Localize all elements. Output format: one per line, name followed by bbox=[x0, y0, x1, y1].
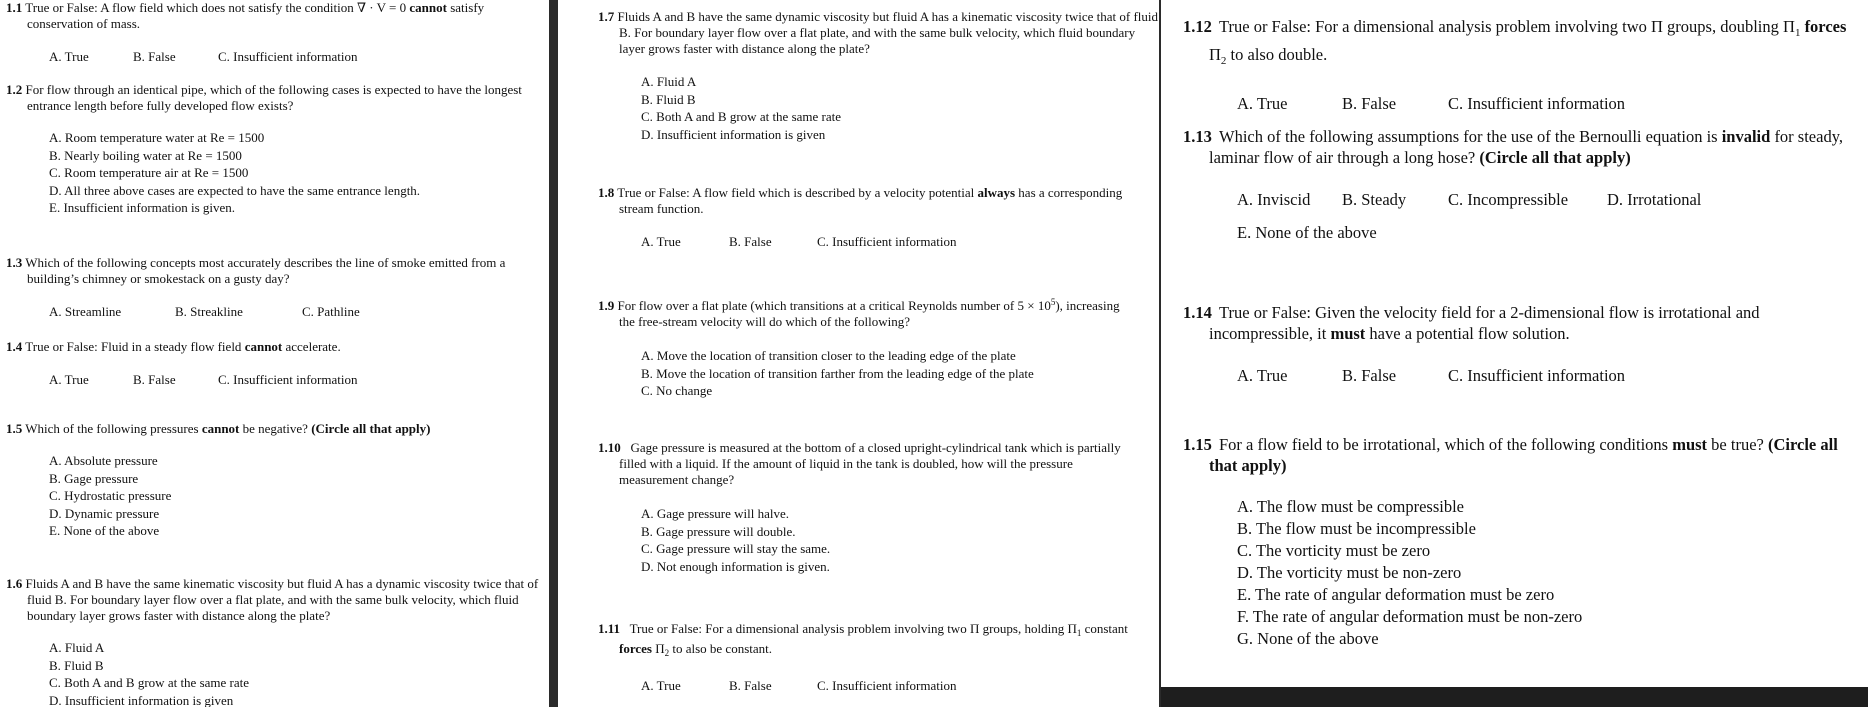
option[interactable]: A. Room temperature water at Re = 1500 bbox=[49, 130, 265, 145]
option[interactable]: D. Dynamic pressure bbox=[49, 505, 160, 521]
option[interactable]: B. Gage pressure will double. bbox=[641, 523, 796, 539]
option[interactable]: D. Insufficient information is given bbox=[641, 126, 826, 142]
question-1-1: 1.1 True or False: A flow field which does not satisfy the condition ∇ · V = 0 cannot satisfy conservation of mass. A. True B. False C. Insufficient information bbox=[6, 0, 485, 64]
option[interactable]: C. Insufficient information bbox=[817, 678, 957, 693]
option[interactable]: C. Both A and B grow at the same rate bbox=[641, 109, 842, 124]
option[interactable]: E. Insufficient information is given. bbox=[49, 200, 236, 215]
option[interactable]: A. Inviscid bbox=[1237, 190, 1311, 209]
question-1-6: 1.6 Fluids A and B have the same kinematic viscosity but fluid A has a dynamic viscosity twice that of fluid B. For boundary layer flow over a flat plate, and with the same bulk velocity, which fluid boundary layer grows faster with distance along the plate? A. Fluid A B. Fluid B C. Both A and B grow at the same rate D. Insufficient information is given bbox=[6, 576, 549, 707]
option[interactable]: B. False bbox=[133, 372, 176, 387]
question-1-3: 1.3 Which of the following concepts most accurately describes the line of smoke emitted from a building’s chimney or smokestack on a gusty day? A. Streamline B. Streakline C. Pathline bbox=[6, 255, 506, 319]
question-1-2: 1.2 For flow through an identical pipe, which of the following cases is expected to have the longest entrance length before fully developed flow exists? A. Room temperature water at Re = 1500 B. Nearly boiling water at Re = 1500 C. Room temperature air at Re = 1500 D. All three above cases are expected to have the same entrance length. E. Insufficient information is given. bbox=[6, 82, 536, 217]
option[interactable]: A. Move the location of transition closer to the leading edge of the plate bbox=[641, 348, 1016, 363]
option[interactable]: A. True bbox=[49, 372, 89, 387]
option[interactable]: E. The rate of angular deformation must be zero bbox=[1237, 585, 1555, 604]
question-1-12: 1.12 True or False: For a dimensional analysis problem involving two Π groups, doubling $\Pi_1$ forces $\Pi_2$ to also double. A. True B. False C. Insufficient information bbox=[1183, 17, 1847, 113]
option[interactable]: C. Insufficient information bbox=[817, 234, 957, 249]
option[interactable]: D. The vorticity must be non-zero bbox=[1237, 563, 1462, 582]
option[interactable]: G. None of the above bbox=[1237, 629, 1379, 648]
option[interactable]: A. True bbox=[641, 234, 681, 249]
question-1-10: 1.10 Gage pressure is measured at the bottom of a closed upright-cylindrical tank which is partially filled with a liquid. If the amount of liquid in the tank is doubled, how will the pressure measurement change? A. Gage pressure will halve. B. Gage pressure will double. C. Gage pressure will stay the same. D. Not enough information is given. bbox=[598, 440, 1123, 575]
option[interactable]: D. Irrotational bbox=[1607, 190, 1702, 209]
question-1-7: 1.7 Fluids A and B have the same dynamic viscosity but fluid A has a kinematic viscosity twice that of fluid B. For boundary layer flow over a flat plate, and with the same bulk velocity, which fluid boundary layer grows faster with distance along the plate? A. Fluid A B. Fluid B C. Both A and B grow at the same rate D. Insufficient information is given bbox=[598, 9, 1159, 142]
option[interactable]: C. Pathline bbox=[302, 304, 360, 319]
option[interactable]: D. All three above cases are expected to have the same entrance length. bbox=[49, 182, 421, 198]
question-1-4: 1.4 True or False: Fluid in a steady flow field cannot accelerate. A. True B. False C. Insufficient information bbox=[6, 339, 358, 387]
option[interactable]: A. The flow must be compressible bbox=[1237, 497, 1464, 516]
document-page-3 bbox=[1161, 0, 1868, 687]
document-page-2 bbox=[558, 0, 1159, 707]
option[interactable]: D. Not enough information is given. bbox=[641, 558, 830, 574]
option[interactable]: C. No change bbox=[641, 383, 713, 398]
option[interactable]: B. False bbox=[729, 678, 772, 693]
option[interactable]: B. Streakline bbox=[175, 304, 243, 319]
option[interactable]: E. None of the above bbox=[1237, 223, 1377, 242]
option[interactable]: B. The flow must be incompressible bbox=[1237, 519, 1476, 538]
option[interactable]: D. Insufficient information is given bbox=[49, 692, 234, 707]
question-1-13: 1.13 Which of the following assumptions for the use of the Bernoulli equation is invalid for steady, laminar flow of air through a long hose? (Circle all that apply) A. Inviscid B. Steady C. Incompressible D. Irrotational E. None of the above bbox=[1183, 127, 1844, 242]
option[interactable]: B. Nearly boiling water at Re = 1500 bbox=[49, 147, 242, 163]
option[interactable]: C. Incompressible bbox=[1448, 190, 1569, 209]
option[interactable]: C. Insufficient information bbox=[1448, 366, 1626, 385]
option[interactable]: C. Insufficient information bbox=[1448, 94, 1626, 113]
option[interactable]: B. Gage pressure bbox=[49, 470, 139, 486]
viewer-bottom-bar bbox=[1161, 687, 1868, 707]
option[interactable]: C. Insufficient information bbox=[218, 49, 358, 64]
question-1-15: 1.15 For a flow field to be irrotational, which of the following conditions must be true? (Circle all that apply) A. The flow must be compressible B. The flow must be incompressible C. The vorticity must be zero D. The vorticity must be non-zero E. The rate of angular deformation must be zero F. The rate of angular deformation must be non-zero G. None of the above bbox=[1183, 434, 1863, 650]
option[interactable]: C. The vorticity must be zero bbox=[1237, 541, 1431, 560]
question-1-14: 1.14 True or False: Given the velocity field for a 2-dimensional flow is irrotational and incompressible, it must have a potential flow solution. A. True B. False C. Insufficient information bbox=[1183, 303, 1760, 385]
option[interactable]: B. Move the location of transition farther from the leading edge of the plate bbox=[641, 365, 1034, 381]
option[interactable]: B. False bbox=[133, 49, 176, 64]
option[interactable]: C. Insufficient information bbox=[218, 372, 358, 387]
option[interactable]: E. None of the above bbox=[49, 523, 160, 538]
question-1-9: 1.9 For flow over a flat plate (which transitions at a critical Reynolds number of $5 \times 10^5$), increasing the free-stream velocity will do which of the following? A. Move the location of transition closer to the leading edge of the plate B. Move the location of transition farther from the leading edge of the plate C. No change bbox=[598, 294, 1138, 400]
option[interactable]: F. The rate of angular deformation must be non-zero bbox=[1237, 607, 1583, 626]
question-1-5: 1.5 Which of the following pressures cannot be negative? (Circle all that apply) A. Absolute pressure B. Gage pressure C. Hydrostatic pressure D. Dynamic pressure E. None of the above bbox=[6, 421, 536, 540]
option[interactable]: A. Streamline bbox=[49, 304, 122, 319]
option[interactable]: B. False bbox=[1342, 94, 1397, 113]
option[interactable]: A. Gage pressure will halve. bbox=[641, 506, 790, 521]
option[interactable]: C. Gage pressure will stay the same. bbox=[641, 541, 831, 556]
option[interactable]: C. Both A and B grow at the same rate bbox=[49, 675, 250, 690]
option[interactable]: C. Hydrostatic pressure bbox=[49, 488, 172, 503]
option[interactable]: C. Room temperature air at Re = 1500 bbox=[49, 165, 249, 180]
page-separator bbox=[549, 0, 558, 707]
option[interactable]: B. Steady bbox=[1342, 190, 1407, 209]
option[interactable]: A. Fluid A bbox=[641, 74, 697, 89]
question-1-11: 1.11 True or False: For a dimensional analysis problem involving two Π groups, holding $\Pi_1$ constant forces $\Pi_2$ to also be constant. A. True B. False C. Insufficient information bbox=[598, 621, 1128, 693]
option[interactable]: A. True bbox=[1237, 94, 1288, 113]
document-page-1 bbox=[0, 0, 549, 707]
option[interactable]: B. False bbox=[729, 234, 772, 249]
option[interactable]: A. True bbox=[1237, 366, 1288, 385]
option[interactable]: A. Absolute pressure bbox=[49, 453, 158, 468]
option[interactable]: B. False bbox=[1342, 366, 1397, 385]
option[interactable]: B. Fluid B bbox=[49, 657, 104, 673]
option[interactable]: A. Fluid A bbox=[49, 640, 105, 655]
option[interactable]: A. True bbox=[641, 678, 681, 693]
option[interactable]: A. True bbox=[49, 49, 89, 64]
question-1-8: 1.8 True or False: A flow field which is described by a velocity potential always has a corresponding stream function. A. True B. False C. Insufficient information bbox=[598, 185, 1123, 249]
option[interactable]: B. Fluid B bbox=[641, 91, 696, 107]
